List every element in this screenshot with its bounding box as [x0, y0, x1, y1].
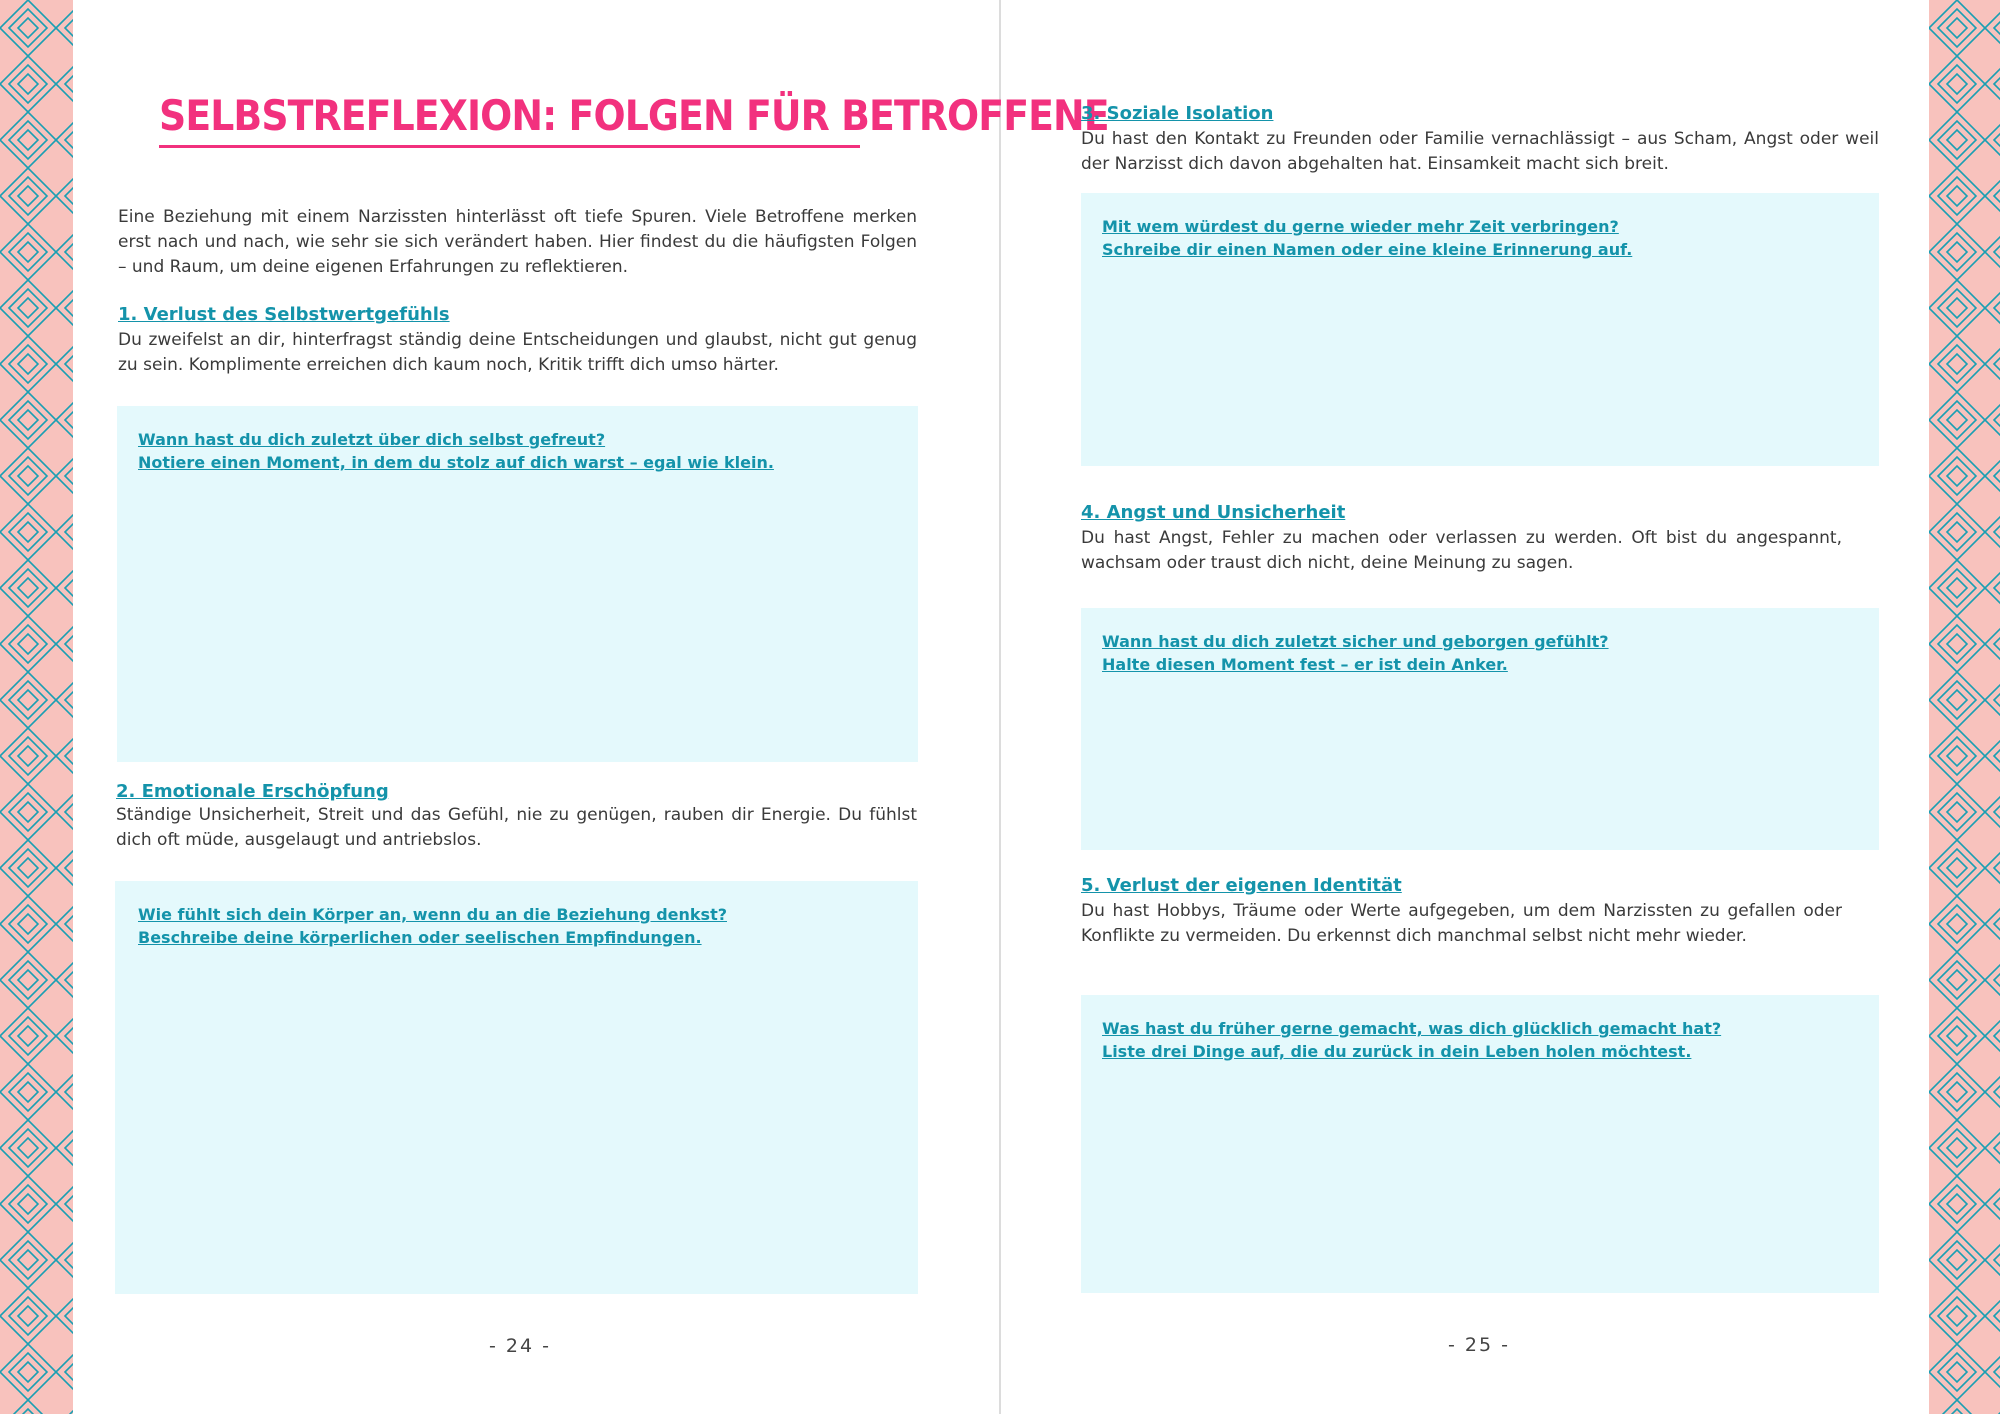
section-4-prompt-line-2: Halte diesen Moment fest – er ist dein Anker. [1102, 655, 1508, 674]
section-1-text: Du zweifelst an dir, hinterfragst ständig deine Entscheidungen und glaubst, nicht gut genug zu sein. Komplimente erreichen dich kaum noch, Kritik trifft dich umso härter. [118, 330, 917, 375]
section-4-heading: 4. Angst und Unsicherheit [1081, 502, 1346, 523]
section-4-prompt [1102, 630, 1609, 676]
section-2-prompt [138, 903, 727, 949]
hexagon-pattern-graphic [1929, 0, 2000, 1414]
section-5-prompt [1102, 1017, 1721, 1063]
section-2-prompt-line-1: Wie fühlt sich dein Körper an, wenn du an die Beziehung denkst? [138, 905, 727, 924]
section-5-text: Du hast Hobbys, Träume oder Werte aufgegeben, um dem Narzissten zu gefallen oder Konflikte zu vermeiden. Du erkennst dich manchmal selbst nicht mehr wieder. [1081, 901, 1842, 946]
section-2-heading: 2. Emotionale Erschöpfung [116, 781, 389, 802]
section-5-prompt-line-1: Was hast du früher gerne gemacht, was dich glücklich gemacht hat? [1102, 1019, 1722, 1038]
section-3-reflection-box[interactable] [1081, 193, 1879, 466]
section-5-prompt-line-2: Liste drei Dinge auf, die du zurück in dein Leben holen möchtest. [1102, 1042, 1692, 1061]
right-page [1001, 0, 1929, 1414]
intro-paragraph: Eine Beziehung mit einem Narzissten hinterlässt oft tiefe Spuren. Viele Betroffene merken erst nach und nach, wie sehr sie sich verändert haben. Hier findest du die häufigsten Folgen – und Raum, um deine eigenen Erfahrungen zu reflektieren. [118, 207, 917, 277]
page-number-left: - 24 - [489, 1335, 551, 1357]
section-4-reflection-box[interactable] [1081, 608, 1879, 850]
section-3-text: Du hast den Kontakt zu Freunden oder Familie vernachlässigt – aus Scham, Angst oder weil der Narzisst dich davon abgehalten hat. Einsamkeit macht sich breit. [1081, 129, 1879, 174]
section-2-text: Ständige Unsicherheit, Streit und das Gefühl, nie zu genügen, rauben dir Energie. Du fühlst dich oft müde, ausgelaugt und antriebslos. [116, 805, 917, 850]
section-1-prompt [138, 428, 774, 474]
section-1-prompt-line-1: Wann hast du dich zuletzt über dich selbst gefreut? [138, 430, 606, 449]
page-number-right: - 25 - [1448, 1334, 1510, 1356]
section-1-prompt-line-2: Notiere einen Moment, in dem du stolz auf dich warst – egal wie klein. [138, 453, 774, 472]
left-border-pattern [0, 0, 73, 1414]
section-1-reflection-box[interactable] [117, 406, 918, 762]
section-3-prompt [1102, 215, 1632, 261]
section-1-heading: 1. Verlust des Selbstwertgefühls [118, 304, 450, 325]
section-2-prompt-line-2: Beschreibe deine körperlichen oder seelischen Empfindungen. [138, 928, 702, 947]
section-3-prompt-line-1: Mit wem würdest du gerne wieder mehr Zeit verbringen? [1102, 217, 1619, 236]
section-4-prompt-line-1: Wann hast du dich zuletzt sicher und geborgen gefühlt? [1102, 632, 1609, 651]
section-3-prompt-line-2: Schreibe dir einen Namen oder eine kleine Erinnerung auf. [1102, 240, 1633, 259]
section-4-text: Du hast Angst, Fehler zu machen oder verlassen zu werden. Oft bist du angespannt, wachsam oder traust dich nicht, deine Meinung zu sagen. [1081, 528, 1842, 573]
section-5-heading: 5. Verlust der eigenen Identität [1081, 875, 1402, 896]
left-page [73, 0, 1109, 1414]
title-underline [159, 145, 860, 148]
page-title: SELBSTREFLEXION: FOLGEN FÜR BETROFFENE [159, 91, 1109, 140]
section-2-reflection-box[interactable] [115, 881, 918, 1294]
section-3-heading: 3. Soziale Isolation [1081, 103, 1274, 124]
section-5-reflection-box[interactable] [1081, 995, 1879, 1293]
hexagon-pattern-graphic [0, 0, 73, 1414]
right-border-pattern [1929, 0, 2000, 1414]
